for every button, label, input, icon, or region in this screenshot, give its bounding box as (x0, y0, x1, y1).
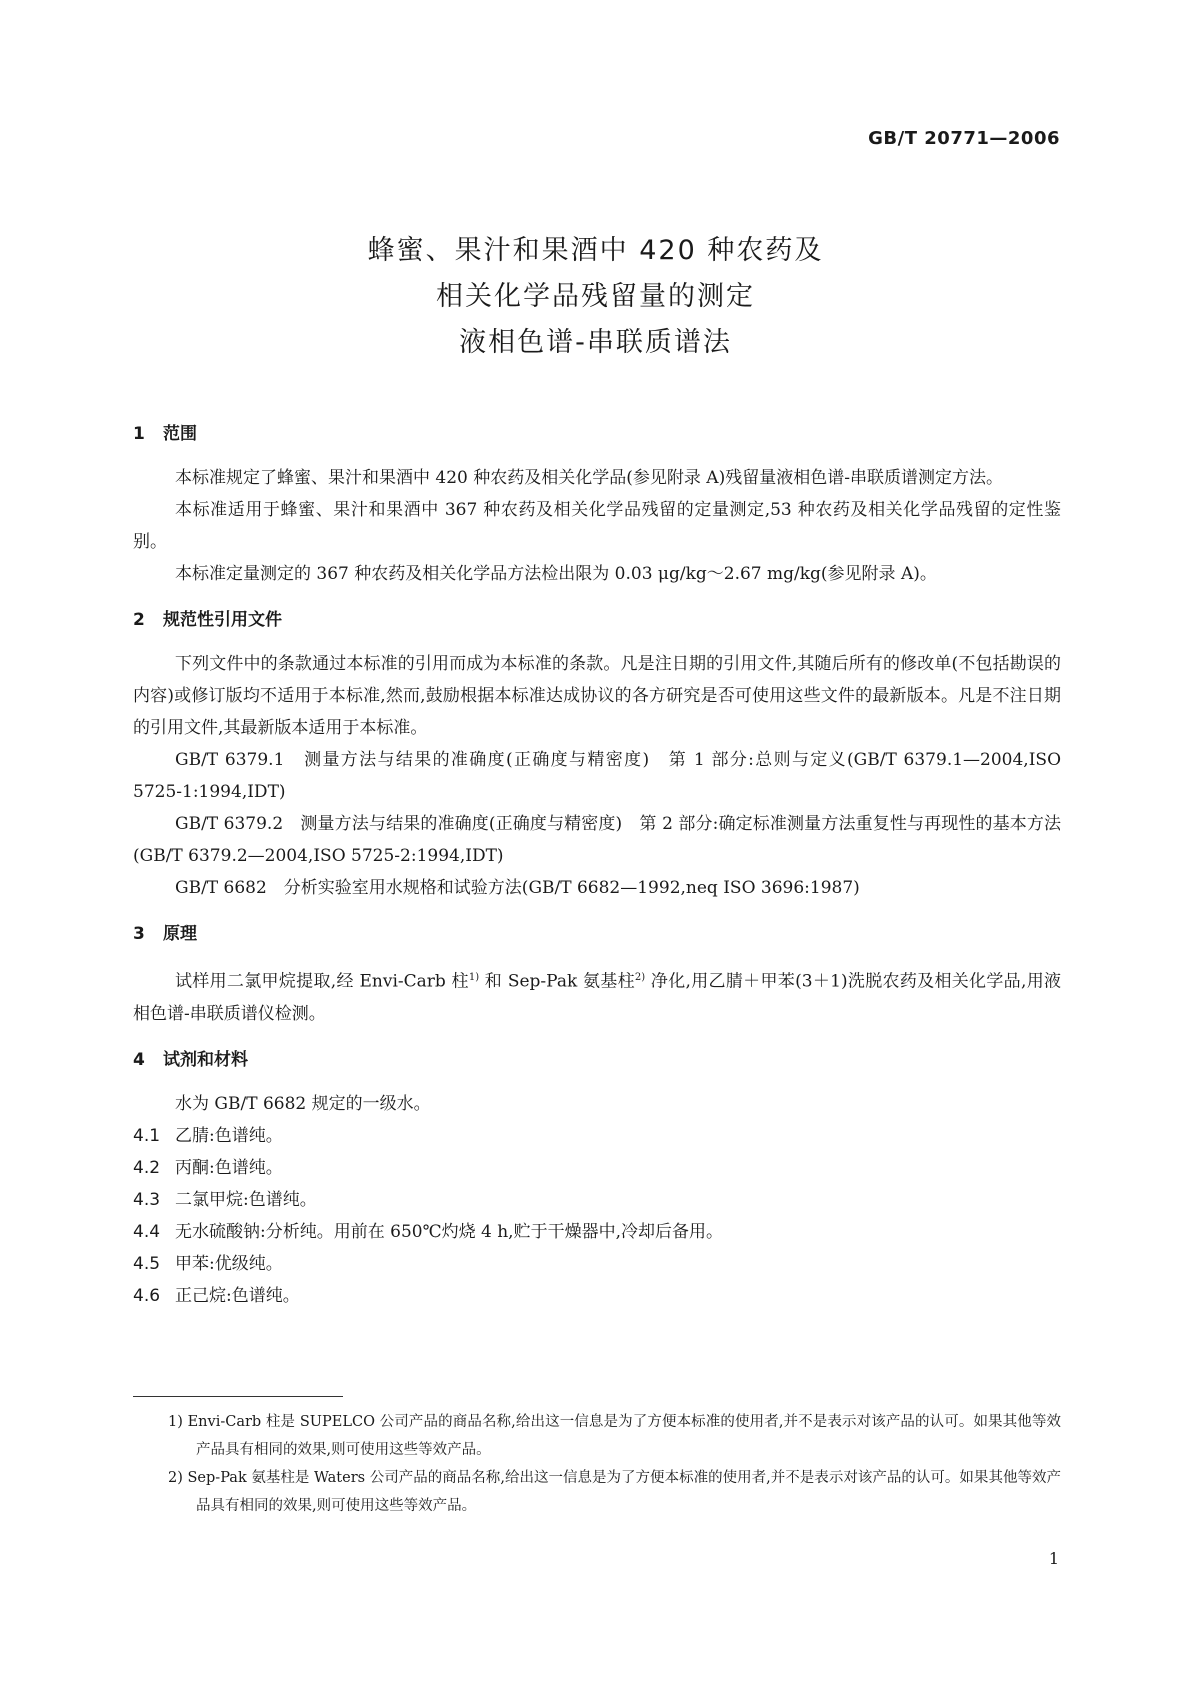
text-run: 净化,用乙腈＋甲苯(3＋1)洗脱农药及相关化学品,用液相色谱-串联质谱仪检测。 (133, 971, 1062, 1024)
paragraph: 本标准规定了蜂蜜、果汁和果酒中 420 种农药及相关化学品(参见附录 A)残留量液相色谱-串联质谱测定方法。 (175, 468, 1003, 488)
section-number: 2 (133, 610, 145, 630)
footnote-ref: 2) (634, 972, 646, 983)
footnote: 1) Envi-Carb 柱是 SUPELCO 公司产品的商品名称,给出这一信息是为了方便本标准的使用者,并不是表示对该产品的认可。如果其他等效产品具有相同的效果,则可使用这些等效产品。 (168, 1414, 1061, 1458)
list-item (133, 1184, 1061, 1216)
item-number: 4.6 (133, 1285, 161, 1306)
title-line-2: 相关化学品残留量的测定 (436, 281, 755, 312)
section-reagents (133, 1044, 1061, 1312)
reference-item: GB/T 6682 分析实验室用水规格和试验方法(GB/T 6682—1992,neq ISO 3696:1987) (175, 878, 860, 898)
item-text: 无水硫酸钠:分析纯。用前在 650℃灼烧 4 h,贮于干燥器中,冷却后备用。 (175, 1221, 723, 1242)
footnote-divider (133, 1396, 343, 1397)
list-item (133, 1248, 1061, 1280)
document-title (0, 228, 1191, 366)
item-text: 甲苯:优级纯。 (175, 1253, 283, 1274)
list-item (133, 1120, 1061, 1152)
section-title: 规范性引用文件 (163, 610, 282, 630)
section-title: 范围 (163, 424, 197, 444)
item-text: 乙腈:色谱纯。 (175, 1125, 283, 1146)
footnote-ref: 1) (468, 972, 480, 983)
section-number: 4 (133, 1049, 145, 1070)
reference-item: GB/T 6379.2 测量方法与结果的准确度(正确度与精密度) 第 2 部分:确定标准测量方法重复性与再现性的基本方法(GB/T 6379.2—2004,ISO 5725-2:1994,IDT) (133, 814, 1061, 866)
list-item (133, 1216, 1061, 1248)
text-run: 和 Sep-Pak 氨基柱 (479, 971, 635, 992)
section-heading (133, 604, 1061, 636)
page-number: 1 (1048, 1549, 1059, 1568)
section-heading (133, 918, 1061, 950)
paragraph: 本标准定量测定的 367 种农药及相关化学品方法检出限为 0.03 μg/kg～2.67 mg/kg(参见附录 A)。 (175, 564, 937, 584)
section-title: 试剂和材料 (163, 1049, 248, 1070)
list-item (133, 1152, 1061, 1184)
paragraph: 水为 GB/T 6682 规定的一级水。 (175, 1093, 431, 1114)
section-number: 1 (133, 424, 145, 444)
section-normative-references (133, 604, 1061, 904)
item-number: 4.4 (133, 1221, 161, 1242)
standard-code: GB/T 20771—2006 (868, 128, 1060, 149)
paragraph: 本标准适用于蜂蜜、果汁和果酒中 367 种农药及相关化学品残留的定量测定,53 种农药及相关化学品残留的定性鉴别。 (133, 500, 1061, 552)
paragraph (133, 962, 1061, 1030)
text-run: 试样用二氯甲烷提取,经 Envi-Carb 柱 (175, 971, 469, 992)
title-line-3: 液相色谱-串联质谱法 (459, 327, 732, 358)
item-text: 丙酮:色谱纯。 (175, 1157, 283, 1178)
item-number: 4.2 (133, 1157, 161, 1178)
paragraph: 下列文件中的条款通过本标准的引用而成为本标准的条款。凡是注日期的引用文件,其随后所有的修改单(不包括勘误的内容)或修订版均不适用于本标准,然而,鼓励根据本标准达成协议的各方研究是否可使用这些文件的最新版本。凡是不注日期的引用文件,其最新版本适用于本标准。 (133, 654, 1061, 738)
section-scope (133, 418, 1061, 590)
section-number: 3 (133, 924, 145, 944)
item-text: 正己烷:色谱纯。 (175, 1285, 300, 1306)
item-number: 4.5 (133, 1253, 161, 1274)
section-title: 原理 (163, 924, 197, 944)
section-heading (133, 418, 1061, 450)
list-item (133, 1280, 1061, 1312)
item-number: 4.1 (133, 1125, 161, 1146)
reference-item: GB/T 6379.1 测量方法与结果的准确度(正确度与精密度) 第 1 部分:总则与定义(GB/T 6379.1—2004,ISO 5725-1:1994,IDT) (133, 750, 1061, 802)
section-principle (133, 918, 1061, 1030)
footnotes (168, 1408, 1061, 1520)
document-body (133, 418, 1061, 1326)
title-line-1: 蜂蜜、果汁和果酒中 420 种农药及 (367, 235, 824, 266)
footnote: 2) Sep-Pak 氨基柱是 Waters 公司产品的商品名称,给出这一信息是为了方便本标准的使用者,并不是表示对该产品的认可。如果其他等效产品具有相同的效果,则可使用这些等效产品。 (168, 1470, 1061, 1514)
item-number: 4.3 (133, 1189, 161, 1210)
item-text: 二氯甲烷:色谱纯。 (175, 1189, 317, 1210)
section-heading (133, 1044, 1061, 1076)
